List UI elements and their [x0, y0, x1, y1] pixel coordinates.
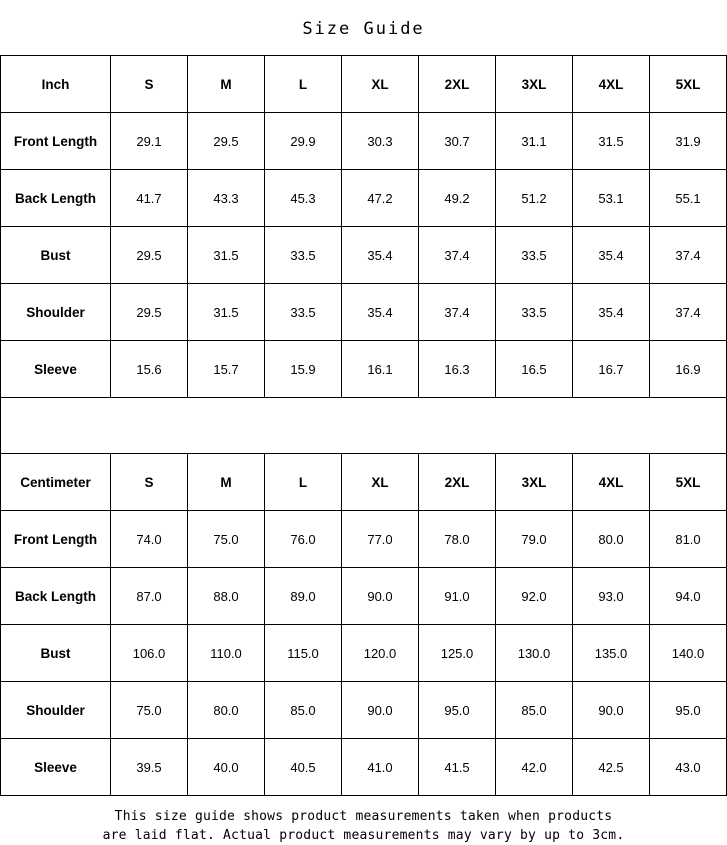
- cell: 93.0: [573, 568, 650, 625]
- table-row: [1, 682, 727, 739]
- cell: 29.5: [188, 113, 265, 170]
- size-header-4xl: 4XL: [573, 454, 650, 511]
- table-row: [1, 625, 727, 682]
- cell: 74.0: [111, 511, 188, 568]
- cell: 35.4: [573, 227, 650, 284]
- cell: 29.9: [265, 113, 342, 170]
- cell: 75.0: [111, 682, 188, 739]
- cell: 37.4: [419, 227, 496, 284]
- page-title: Size Guide: [302, 19, 425, 39]
- cell: 45.3: [265, 170, 342, 227]
- row-label-shoulder: Shoulder: [1, 682, 111, 739]
- row-label-bust: Bust: [1, 227, 111, 284]
- cell: 47.2: [342, 170, 419, 227]
- cell: 37.4: [419, 284, 496, 341]
- disclaimer-note: [0, 796, 727, 845]
- table-spacer-row: [0, 398, 727, 454]
- cell: 33.5: [265, 227, 342, 284]
- cell: 77.0: [342, 511, 419, 568]
- table-row: [1, 113, 727, 170]
- row-label-sleeve: Sleeve: [1, 341, 111, 398]
- size-header-l: L: [265, 56, 342, 113]
- table-row: [1, 284, 727, 341]
- cell: 16.7: [573, 341, 650, 398]
- size-header-m: M: [188, 454, 265, 511]
- cell: 33.5: [496, 284, 573, 341]
- cell: 130.0: [496, 625, 573, 682]
- table-header-row: [1, 56, 727, 113]
- cell: 125.0: [419, 625, 496, 682]
- cell: 81.0: [650, 511, 727, 568]
- cell: 35.4: [342, 284, 419, 341]
- row-label-sleeve: Sleeve: [1, 739, 111, 796]
- row-label-front-length: Front Length: [1, 511, 111, 568]
- cell: 80.0: [188, 682, 265, 739]
- table-row: [1, 227, 727, 284]
- centimeter-size-table: [0, 454, 727, 796]
- cell: 31.5: [188, 227, 265, 284]
- table-header-row: [1, 454, 727, 511]
- cell: 40.5: [265, 739, 342, 796]
- cell: 85.0: [496, 682, 573, 739]
- cell: 89.0: [265, 568, 342, 625]
- cell: 15.7: [188, 341, 265, 398]
- cell: 110.0: [188, 625, 265, 682]
- centimeter-table-container: [0, 454, 727, 796]
- cell: 29.5: [111, 284, 188, 341]
- table-row: [1, 170, 727, 227]
- cell: 49.2: [419, 170, 496, 227]
- cell: 29.5: [111, 227, 188, 284]
- cell: 30.7: [419, 113, 496, 170]
- cell: 42.5: [573, 739, 650, 796]
- inch-size-table: [0, 55, 727, 398]
- cell: 88.0: [188, 568, 265, 625]
- cell: 51.2: [496, 170, 573, 227]
- size-header-xl: XL: [342, 454, 419, 511]
- cell: 37.4: [650, 227, 727, 284]
- size-header-5xl: 5XL: [650, 56, 727, 113]
- cell: 90.0: [573, 682, 650, 739]
- cell: 30.3: [342, 113, 419, 170]
- cell: 31.5: [573, 113, 650, 170]
- cell: 92.0: [496, 568, 573, 625]
- size-header-2xl: 2XL: [419, 454, 496, 511]
- size-header-3xl: 3XL: [496, 56, 573, 113]
- table-row: [1, 511, 727, 568]
- table-row: [1, 568, 727, 625]
- unit-header-centimeter: Centimeter: [1, 454, 111, 511]
- cell: 33.5: [496, 227, 573, 284]
- cell: 31.1: [496, 113, 573, 170]
- cell: 95.0: [419, 682, 496, 739]
- cell: 135.0: [573, 625, 650, 682]
- cell: 90.0: [342, 568, 419, 625]
- cell: 42.0: [496, 739, 573, 796]
- inch-table-container: [0, 55, 727, 398]
- cell: 76.0: [265, 511, 342, 568]
- table-row: [1, 341, 727, 398]
- cell: 90.0: [342, 682, 419, 739]
- cell: 33.5: [265, 284, 342, 341]
- cell: 95.0: [650, 682, 727, 739]
- size-header-s: S: [111, 454, 188, 511]
- cell: 40.0: [188, 739, 265, 796]
- cell: 120.0: [342, 625, 419, 682]
- cell: 16.3: [419, 341, 496, 398]
- cell: 35.4: [342, 227, 419, 284]
- cell: 37.4: [650, 284, 727, 341]
- cell: 31.9: [650, 113, 727, 170]
- cell: 15.9: [265, 341, 342, 398]
- cell: 15.6: [111, 341, 188, 398]
- cell: 91.0: [419, 568, 496, 625]
- cell: 43.3: [188, 170, 265, 227]
- row-label-back-length: Back Length: [1, 568, 111, 625]
- size-header-s: S: [111, 56, 188, 113]
- disclaimer-line-2: are laid flat. Actual product measurements may vary by up to 3cm.: [102, 828, 625, 843]
- cell: 80.0: [573, 511, 650, 568]
- cell: 41.7: [111, 170, 188, 227]
- cell: 41.0: [342, 739, 419, 796]
- cell: 106.0: [111, 625, 188, 682]
- size-header-2xl: 2XL: [419, 56, 496, 113]
- cell: 79.0: [496, 511, 573, 568]
- row-label-shoulder: Shoulder: [1, 284, 111, 341]
- unit-header-inch: Inch: [1, 56, 111, 113]
- size-header-m: M: [188, 56, 265, 113]
- size-header-5xl: 5XL: [650, 454, 727, 511]
- cell: 55.1: [650, 170, 727, 227]
- row-label-bust: Bust: [1, 625, 111, 682]
- cell: 115.0: [265, 625, 342, 682]
- cell: 75.0: [188, 511, 265, 568]
- cell: 85.0: [265, 682, 342, 739]
- size-header-4xl: 4XL: [573, 56, 650, 113]
- table-row: [1, 739, 727, 796]
- cell: 78.0: [419, 511, 496, 568]
- row-label-back-length: Back Length: [1, 170, 111, 227]
- cell: 140.0: [650, 625, 727, 682]
- cell: 43.0: [650, 739, 727, 796]
- cell: 94.0: [650, 568, 727, 625]
- cell: 29.1: [111, 113, 188, 170]
- cell: 16.5: [496, 341, 573, 398]
- cell: 16.1: [342, 341, 419, 398]
- cell: 39.5: [111, 739, 188, 796]
- size-header-3xl: 3XL: [496, 454, 573, 511]
- cell: 35.4: [573, 284, 650, 341]
- cell: 41.5: [419, 739, 496, 796]
- cell: 87.0: [111, 568, 188, 625]
- row-label-front-length: Front Length: [1, 113, 111, 170]
- cell: 53.1: [573, 170, 650, 227]
- cell: 16.9: [650, 341, 727, 398]
- size-header-l: L: [265, 454, 342, 511]
- size-header-xl: XL: [342, 56, 419, 113]
- disclaimer-line-1: This size guide shows product measurements taken when products: [114, 809, 613, 824]
- cell: 31.5: [188, 284, 265, 341]
